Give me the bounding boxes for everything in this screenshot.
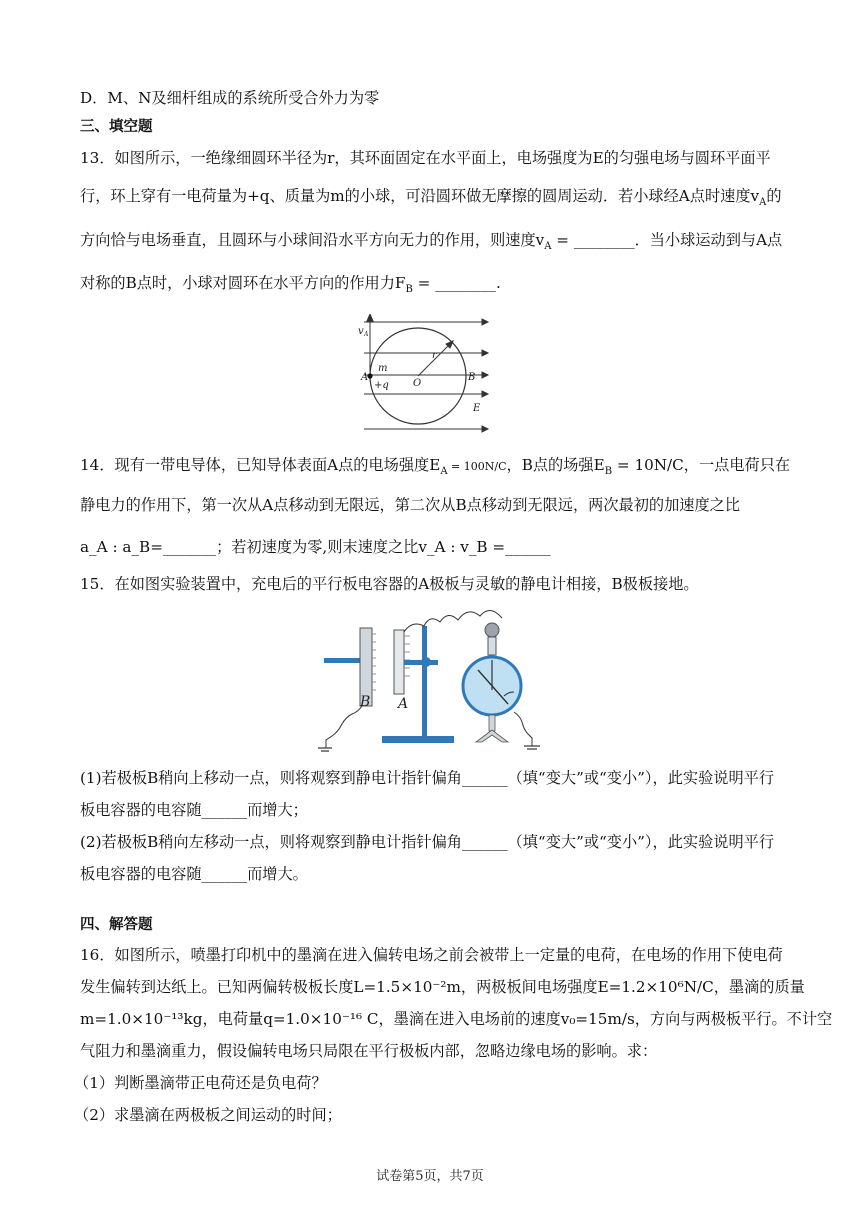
section-4-heading: 四、解答题 <box>80 917 153 933</box>
plate-b-rod <box>324 658 364 663</box>
label-plate-b: B <box>360 694 371 710</box>
label-va: v <box>358 326 364 337</box>
q16-subquestion-1: （1）判断墨滴带正电荷还是负电荷？ <box>74 1074 327 1092</box>
label-O: O <box>413 378 422 389</box>
q16-line-1: 16．如图所示，喷墨打印机中的墨滴在进入偏转电场之前会被带上一定量的电荷，在电场的作用下使电荷 <box>80 946 783 964</box>
q15-part1-line-1: (1)若极板B稍向上移动一点，则将观察到静电计指针偏角______（填“变大”或“变小”），此实验说明平行 <box>80 769 775 787</box>
stand-clamp <box>404 660 438 665</box>
q14-line-2: 静电力的作用下，第一次从A点移动到无限远，第二次从B点移动到无限远，两次最初的加速度之比 <box>80 496 741 514</box>
plate-a <box>394 630 404 694</box>
q15-part2-line-2: 板电容器的电容随______而增大。 <box>80 865 308 883</box>
field-arrow <box>482 319 488 325</box>
q16-line-3: m=1.0×10⁻¹³kg，电荷量q=1.0×10⁻¹⁶ C，墨滴在进入电场前的速度v₀=15m/s，方向与两极板平行。不计空 <box>80 1010 833 1028</box>
q13-line-2: 行，环上穿有一电荷量为+q、质量为m的小球，可沿圆环做无摩擦的圆周运动．若小球经A点时速度$v_A$的 <box>80 187 782 209</box>
label-E: E <box>473 403 481 414</box>
label-A: A <box>361 372 369 383</box>
q15-part1-line-2: 板电容器的电容随______而增大； <box>80 801 308 819</box>
label-m: m <box>378 363 388 374</box>
q13-line-4: 对称的B点时，小球对圆环在水平方向的作用力$F_B$ = ________. <box>80 274 501 296</box>
q14-line-3: a_A : a_B=_______；若初速度为零,则末速度之比v_A : v_B =______ <box>80 538 551 556</box>
label-va-sub: A <box>364 331 369 338</box>
q13-line-1: 13．如图所示，一绝缘细圆环半径为r，其环面固定在水平面上，电场强度为E的匀强电场与圆环平面平 <box>80 149 771 167</box>
q15-capacitor-electrometer-figure <box>318 604 554 754</box>
page-footer: 试卷第5页，共7页 <box>376 1169 484 1184</box>
stand-base <box>382 736 454 743</box>
q15-part2-line-1: (2)若极板B稍向左移动一点，则将观察到静电计指针偏角______（填“变大”或“变小”），此实验说明平行 <box>80 833 775 851</box>
q16-line-2: 发生偏转到达纸上。已知两偏转极板长度L=1.5×10⁻²m，两极板间电场强度E=1.2×10⁶N/C，墨滴的质量 <box>80 978 805 996</box>
q13-line-3: 方向恰与电场垂直，且圆环与小球间沿水平方向无力的作用，则速度$v_A$ = ________．当小球运动到与A点 <box>80 231 783 253</box>
label-B: B <box>468 372 476 383</box>
q13-ring-field-figure <box>358 314 498 436</box>
stand-pole <box>422 626 427 738</box>
label-r: r <box>432 350 437 361</box>
label-plate-a: A <box>398 696 409 712</box>
ground-wire-b <box>326 706 362 748</box>
q16-subquestion-2: （2）求墨滴在两极板之间运动的时间； <box>74 1106 342 1124</box>
section-3-heading: 三、填空题 <box>80 119 153 135</box>
q12-option-d: D．M、N及细杆组成的系统所受合外力为零 <box>80 89 380 107</box>
q16-line-4: 气阻力和墨滴重力，假设偏转电场只局限在平行极板内部，忽略边缘电场的影响。求： <box>80 1042 658 1060</box>
q15-line-1: 15．在如图实验装置中，充电后的平行板电容器的A极板与灵敏的静电计相接，B极板接地。 <box>80 575 699 593</box>
label-q: +q <box>374 380 389 391</box>
q14-line-1: 14．现有一带电导体，已知导体表面A点的电场强度$E_A = 100N/C$，B点的场强$E_B = 10N/C$，一点电荷只在 <box>80 456 791 478</box>
electrometer-knob <box>485 623 499 637</box>
